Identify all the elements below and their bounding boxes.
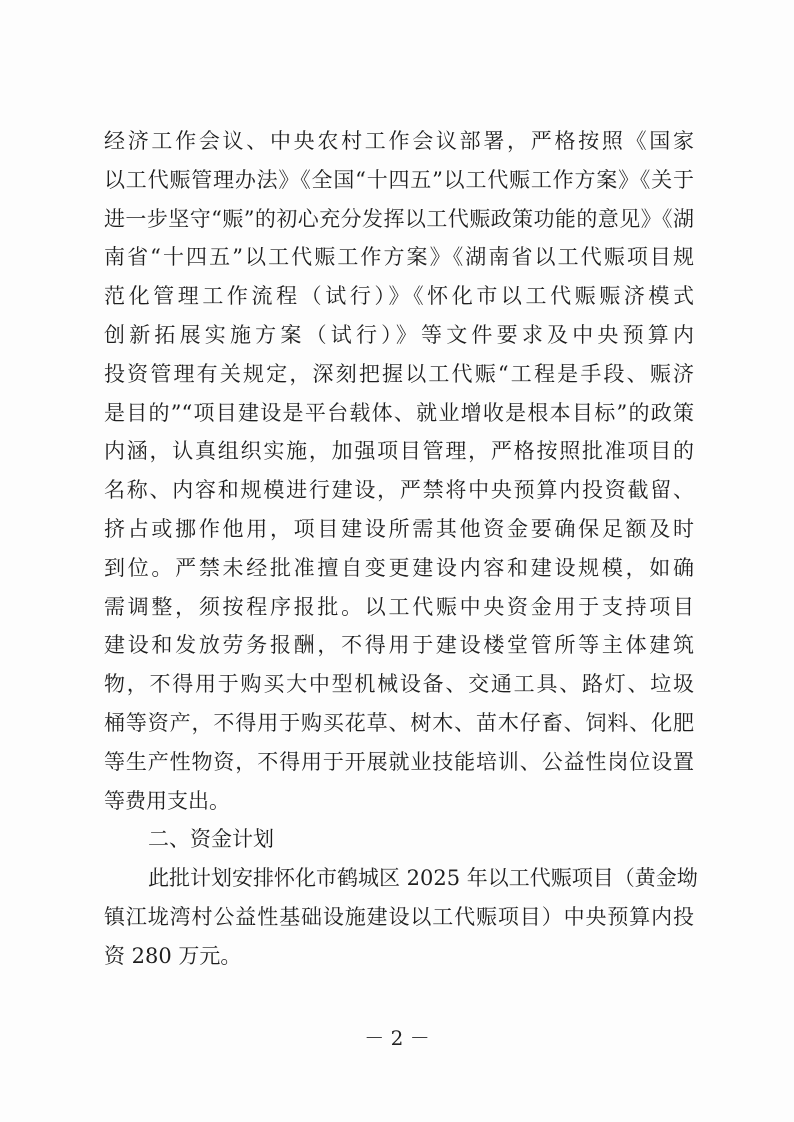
body-line: 挤占或挪作他用，项目建设所需其他资金要确保足额及时 bbox=[104, 516, 694, 541]
body-line: 物，不得用于购买大中型机械设备、交通工具、路灯、垃圾 bbox=[104, 672, 694, 697]
page-number: － 2 － bbox=[364, 1026, 430, 1050]
body-line: 投资管理有关规定，深刻把握以工代赈“工程是手段、赈济 bbox=[104, 361, 694, 386]
body-line: 创新拓展实施方案（试行）》等文件要求及中央预算内 bbox=[104, 322, 694, 347]
body-line: 经济工作会议、中央农村工作会议部署，严格按照《国家 bbox=[104, 129, 694, 153]
body-line: 进一步坚守“赈”的初心充分发挥以工代赈政策功能的意见》《湖 bbox=[104, 206, 694, 231]
body-line: 需调整，须按程序报批。以工代赈中央资金用于支持项目 bbox=[104, 594, 694, 619]
document-body bbox=[104, 122, 698, 976]
body-line: 建设和发放劳务报酬，不得用于建设楼堂管所等主体建筑 bbox=[104, 633, 694, 658]
body-line: 此批计划安排怀化市鹤城区 2025 年以工代赈项目（黄金坳 bbox=[148, 866, 698, 891]
body-line: 内涵，认真组织实施，加强项目管理，严格按照批准项目的 bbox=[104, 439, 694, 464]
body-line: 等费用支出。 bbox=[104, 788, 230, 813]
body-line: 范化管理工作流程（试行）》《怀化市以工代赈赈济模式 bbox=[104, 284, 694, 309]
body-line: 资 280 万元。 bbox=[104, 943, 242, 968]
body-line: 以工代赈管理办法》《全国“十四五”以工代赈工作方案》《关于 bbox=[104, 167, 694, 192]
body-line: 到位。严禁未经批准擅自变更建设内容和建设规模，如确 bbox=[104, 555, 694, 580]
body-line: 镇江垅湾村公益性基础设施建设以工代赈项目）中央预算内投 bbox=[104, 904, 694, 929]
body-line: 桶等资产，不得用于购买花草、树木、苗木仔畜、饲料、化肥 bbox=[104, 710, 694, 735]
body-line: 是目的”“项目建设是平台载体、就业增收是根本目标”的政策 bbox=[104, 400, 694, 425]
section-heading: 二、资金计划 bbox=[148, 827, 274, 852]
body-line: 名称、内容和规模进行建设，严禁将中央预算内投资截留、 bbox=[104, 478, 694, 503]
body-line: 等生产性物资，不得用于开展就业技能培训、公益性岗位设置 bbox=[104, 749, 694, 774]
body-line: 南省“十四五”以工代赈工作方案》《湖南省以工代赈项目规 bbox=[104, 245, 694, 270]
